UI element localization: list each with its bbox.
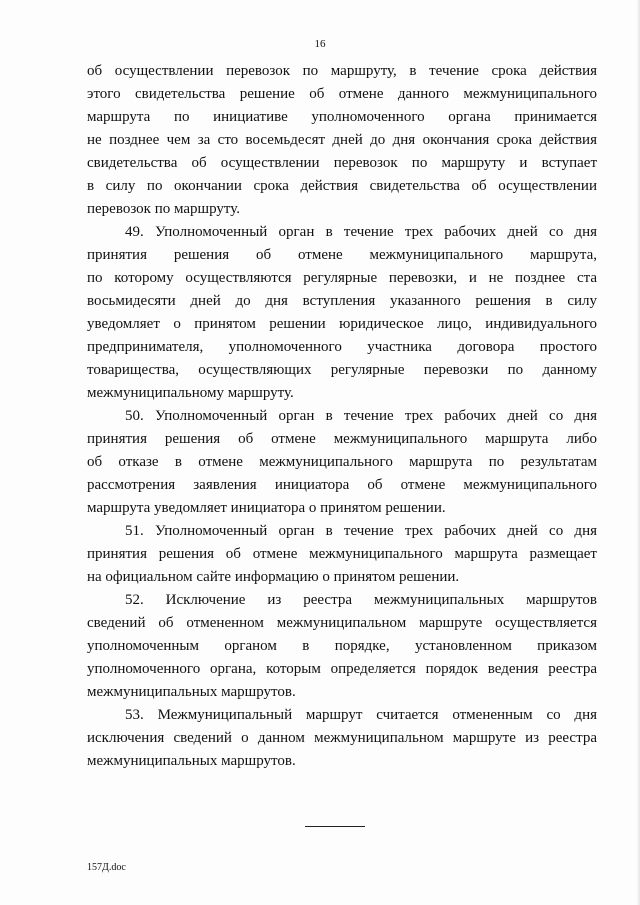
scan-edge [636, 0, 640, 905]
text-line: уполномоченного органа, которым определяется порядок ведения реестра [87, 661, 597, 677]
text-line: маршрута уведомляет инициатора о принятом решении. [87, 500, 446, 516]
text-line: об отказе в отмене межмуниципального маршрута по результатам [87, 454, 597, 470]
paragraph-49 [87, 221, 597, 405]
text-line: предпринимателя, уполномоченного участника договора простого [87, 339, 597, 355]
text-line: товарищества, осуществляющих регулярные перевозки по данному [87, 362, 597, 378]
end-rule [305, 826, 365, 827]
text-line: межмуниципальных маршрутов. [87, 684, 296, 700]
page-number: 16 [314, 38, 326, 50]
text-line: исключения сведений о данном межмуниципальном маршруте из реестра [87, 730, 597, 746]
text-line: по которому осуществляются регулярные перевозки, и не позднее ста [87, 270, 597, 286]
text-line: 53. Межмуниципальный маршрут считается отмененным со дня [125, 707, 597, 723]
text-line: в силу по окончании срока действия свидетельства об осуществлении [87, 178, 597, 194]
text-line: межмуниципальных маршрутов. [87, 753, 296, 769]
text-line: маршрута по инициативе уполномоченного органа принимается [87, 109, 597, 125]
text-line: сведений об отмененном межмуниципальном маршруте осуществляется [87, 615, 597, 631]
paragraph-50 [87, 405, 597, 520]
text-line: на официальном сайте информацию о принятом решении. [87, 569, 460, 585]
footer-filename: 157Д.doc [87, 862, 126, 873]
text-line: межмуниципальному маршруту. [87, 385, 294, 401]
text-line: рассмотрения заявления инициатора об отмене межмуниципального [87, 477, 597, 493]
text-line: уполномоченным органом в порядке, установленном приказом [87, 638, 597, 654]
document-body [87, 60, 597, 773]
text-line: этого свидетельства решение об отмене данного межмуниципального [87, 86, 597, 102]
paragraph-continuation [87, 60, 597, 221]
paragraph-51 [87, 520, 597, 589]
text-line: об осуществлении перевозок по маршруту, в течение срока действия [87, 63, 597, 79]
text-line: принятия решения об отмене межмуниципального маршрута либо [87, 431, 597, 447]
text-line: не позднее чем за сто восемьдесят дней до дня окончания срока действия [87, 132, 597, 148]
text-line: перевозок по маршруту. [87, 201, 240, 217]
text-line: 52. Исключение из реестра межмуниципальных маршрутов [125, 592, 597, 608]
text-line: принятия решения об отмене межмуниципального маршрута, [87, 247, 597, 263]
text-line: 49. Уполномоченный орган в течение трех рабочих дней со дня [125, 224, 597, 240]
text-line: 51. Уполномоченный орган в течение трех рабочих дней со дня [125, 523, 597, 539]
text-line: 50. Уполномоченный орган в течение трех рабочих дней со дня [125, 408, 597, 424]
text-line: свидетельства об осуществлении перевозок по маршруту и вступает [87, 155, 597, 171]
paragraph-53 [87, 704, 597, 773]
text-line: принятия решения об отмене межмуниципального маршрута размещает [87, 546, 597, 562]
text-line: уведомляет о принятом решении юридическое лицо, индивидуального [87, 316, 597, 332]
paragraph-52 [87, 589, 597, 704]
text-line: восьмидесяти дней до дня вступления указанного решения в силу [87, 293, 597, 309]
